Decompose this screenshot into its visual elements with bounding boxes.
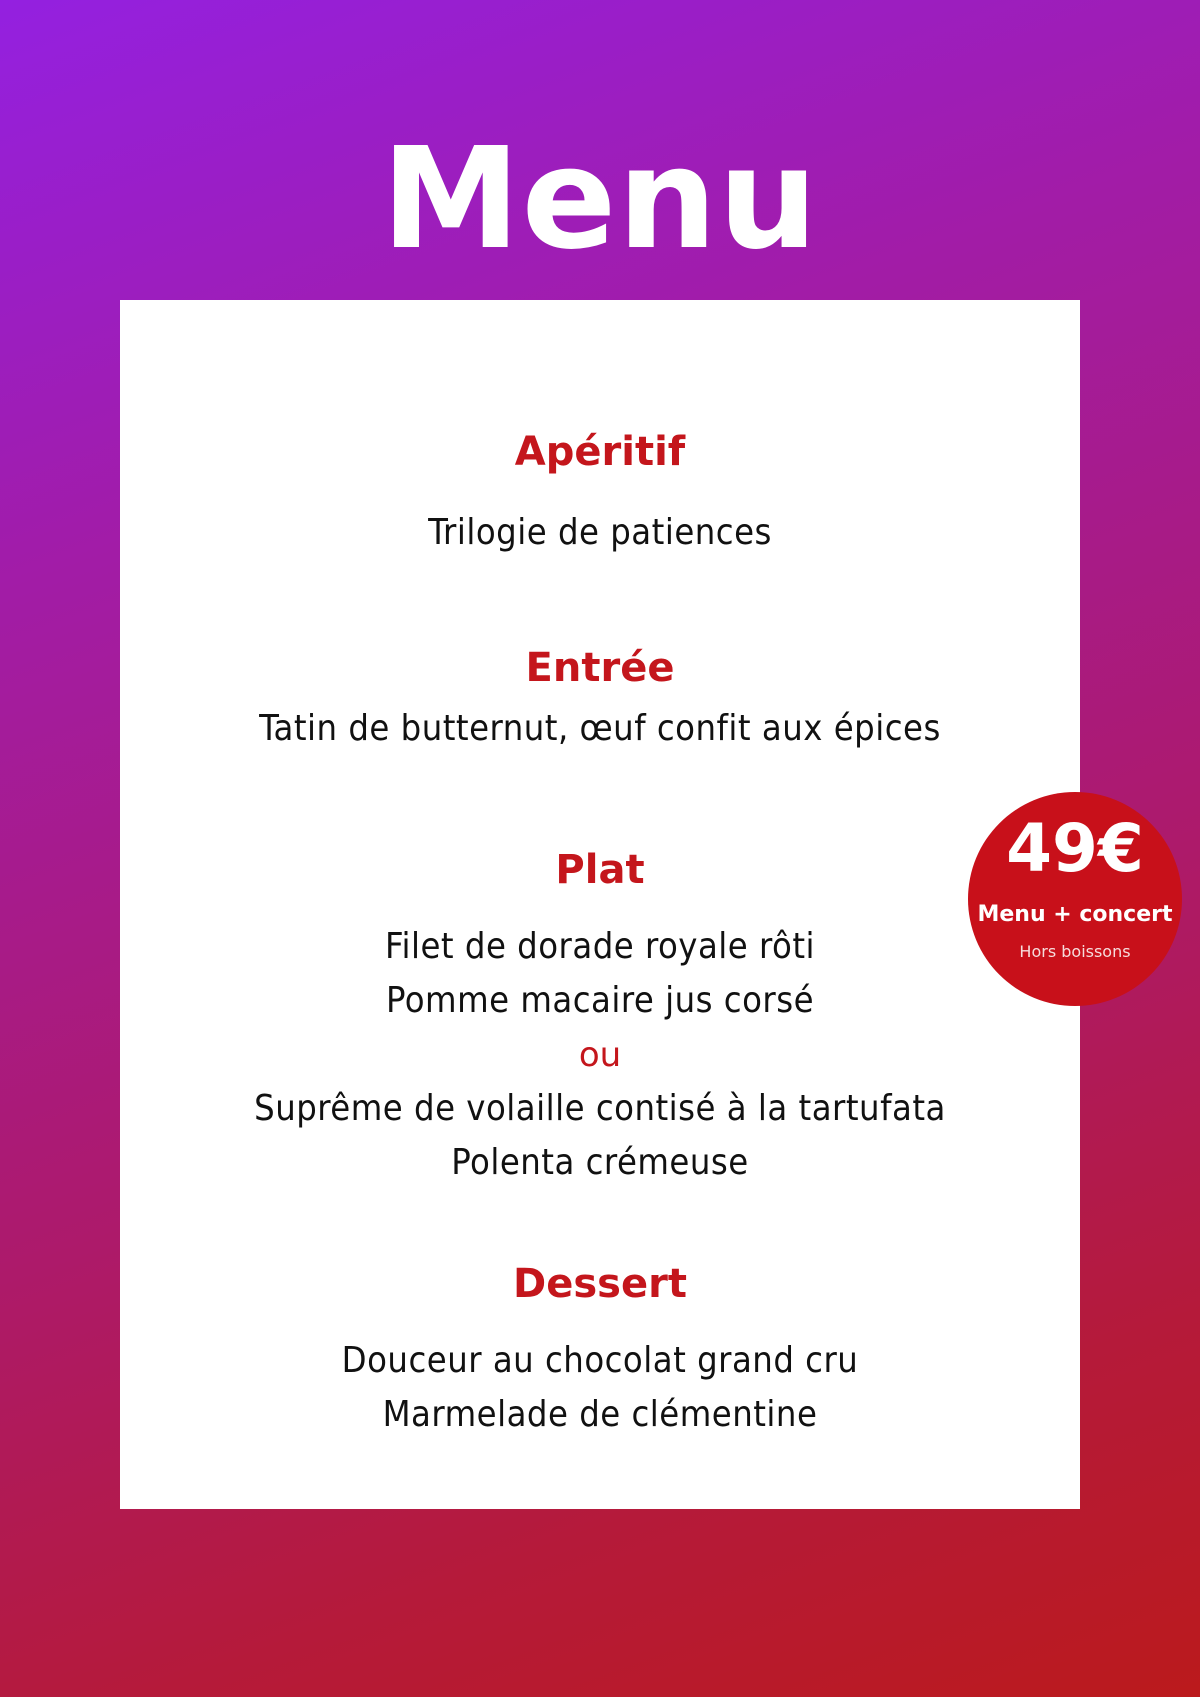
- page-title: Menu: [381, 118, 819, 281]
- badge-note: Hors boissons: [1019, 942, 1131, 961]
- menu-item: Filet de dorade royale rôti: [384, 926, 816, 967]
- menu-item: Polenta crémeuse: [451, 1142, 749, 1183]
- section-title: Dessert: [513, 1261, 687, 1307]
- price-badge: [968, 792, 1182, 1006]
- badge-label: Menu + concert: [977, 902, 1173, 927]
- badge-price: 49€: [1006, 810, 1144, 887]
- menu-item: Douceur au chocolat grand cru: [341, 1340, 859, 1381]
- menu-item: Suprême de volaille contisé à la tartufata: [254, 1088, 946, 1129]
- choice-separator: ou: [578, 1035, 622, 1075]
- section-dessert: [120, 1261, 1080, 1442]
- menu-item: Pomme macaire jus corsé: [385, 980, 815, 1021]
- section-entree: [120, 645, 1080, 756]
- menu-card: [120, 300, 1080, 1509]
- section-aperitif: [120, 429, 1080, 560]
- section-plat: [120, 847, 1080, 1190]
- menu-item: Trilogie de patiences: [428, 512, 772, 553]
- menu-item: Tatin de butternut, œuf confit aux épices: [259, 708, 941, 749]
- section-title: Entrée: [525, 645, 675, 691]
- section-title: Plat: [555, 847, 645, 893]
- section-title: Apéritif: [514, 429, 686, 475]
- menu-item: Marmelade de clémentine: [382, 1394, 818, 1435]
